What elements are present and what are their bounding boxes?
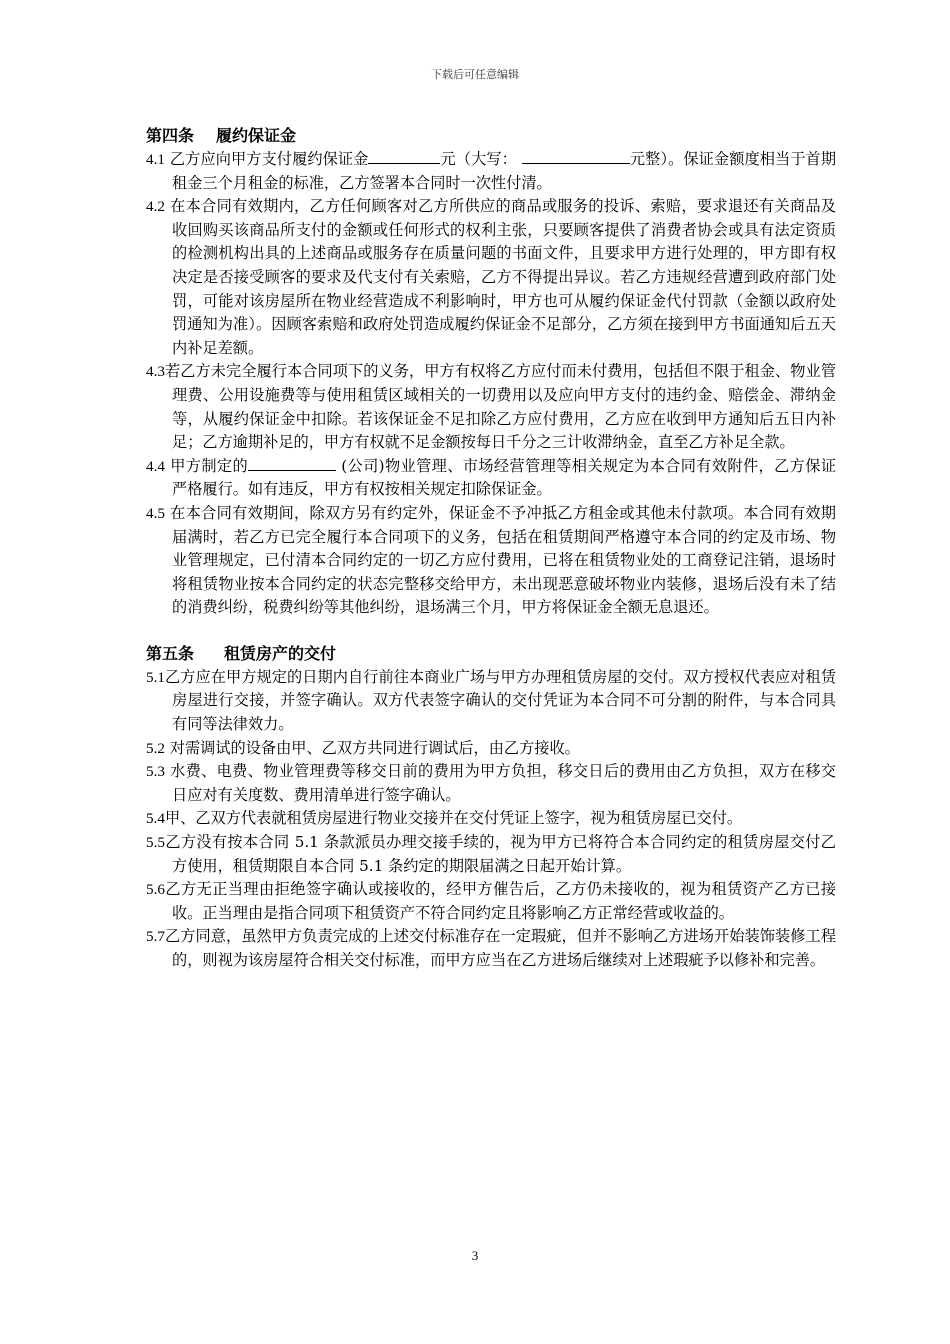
- clause-text: 在本合同有效期内，乙方任何顾客对乙方所供应的商品或服务的投诉、索赔，要求退还有关商品及收回购买该商品所支付的金额或任何形式的权利主张，只要顾客提供了消费者协会或具有法定资质的检测机构出具的上述商品或服务存在质量问题的书面文件，且要求甲方进行处理的，甲方即有权决定是否接受顾客的要求及代支付有关索赔，乙方不得提出异议。若乙方违规经营遭到政府部门处罚，可能对该房屋所在物业经营造成不利影响时，甲方也可从履约保证金代付罚款（金额以政府处罚通知为准）。因顾客索赔和政府处罚造成履约保证金不足部分，乙方须在接到甲方书面通知后五天内补足差额。: [164, 197, 836, 357]
- article-4-number: 第四条: [146, 126, 195, 145]
- clause-number: 5.7: [146, 928, 165, 946]
- clause-text: 若乙方未完全履行本合同项下的义务，甲方有权将乙方应付而未付费用，包括但不限于租金、物业管理费、公用设施费等与使用租赁区域相关的一切费用以及应向甲方支付的违约金、赔偿金、滞纳金等，从履约保证金中扣除。若该保证金不足扣除乙方应付费用，乙方应在收到甲方通知后五日内补足；乙方逾期补足的，甲方有权就不足金额按每日千分之三计收滞纳金，直至乙方补足全款。: [164, 362, 836, 452]
- clause-text: 元整）。保证金额度相当于首期租金三个月租金的标准，乙方签署本合同时一次性付清。: [172, 150, 837, 192]
- article-4-heading: [146, 124, 836, 148]
- clause-5-6: [146, 878, 836, 925]
- clause-5-4: [146, 807, 836, 831]
- clause-4-5: [146, 502, 836, 620]
- clause-5-1: [146, 666, 836, 737]
- clause-text: 元（大写：: [440, 150, 517, 168]
- clause-text: 乙方应在甲方规定的日期内自行前往本商业广场与甲方办理租赁房屋的交付。双方授权代表应对租赁房屋进行交接，并签字确认。双方代表签字确认的交付凭证为本合同不可分割的附件，与本合同具有同等法律效力。: [164, 667, 836, 734]
- clause-4-4: [146, 455, 836, 502]
- deposit-amount-words-blank: [522, 148, 630, 164]
- clause-number: 4.1: [146, 151, 165, 168]
- clause-text: (公司)物业管理、市场经营管理等相关规定为本合同有效附件，乙方保证严格履行。如有违反，甲方有权按相关规定扣除保证金。: [172, 456, 837, 499]
- clause-number: 5.3: [146, 763, 165, 781]
- clause-text: 甲、乙双方代表就租赁房屋进行物业交接并在交付凭证上签字，视为租赁房屋已交付。: [164, 809, 743, 828]
- clause-text: 在本合同有效期间，除双方另有约定外，保证金不予冲抵乙方租金或其他未付款项。本合同有效期届满时，若乙方已完全履行本合同项下的义务，包括在租赁期间严格遵守本合同的约定及市场、物业管理规定，已付清本合同约定的一切乙方应付费用，已将在租赁物业处的工商登记注销，退场时将租赁物业按本合同约定的状态完整移交给甲方，未出现恶意破坏物业内装修，退场后没有未了结的消费纠纷，税费纠纷等其他纠纷，退场满三个月，甲方将保证金全额无息退还。: [164, 503, 836, 617]
- article-5-number: 第五条: [146, 643, 195, 663]
- clause-text: 乙方应向甲方支付履约保证金: [164, 150, 369, 168]
- clause-4-3: [146, 360, 836, 454]
- clause-text: 甲方制定的: [164, 456, 249, 475]
- clause-number: 5.2: [146, 739, 165, 757]
- clause-number: 4.3: [146, 363, 165, 381]
- company-name-blank: [248, 455, 336, 471]
- clause-text: 乙方没有按本合同 5.1 条款派员办理交接手续的，视为甲方已将符合本合同约定的租赁房屋交付乙方使用，租赁期限自本合同 5.1 条约定的期限届满之日起开始计算。: [164, 833, 836, 875]
- clause-4-2: [146, 195, 836, 360]
- document-body: [146, 124, 836, 973]
- clause-number: 5.5: [146, 834, 165, 852]
- page-number: 3: [471, 1248, 479, 1263]
- page-header-note: 下载后可任意编辑: [431, 68, 519, 81]
- article-5-heading: [146, 642, 836, 666]
- article-4-title: 履约保证金: [216, 126, 297, 145]
- clause-number: 5.6: [146, 881, 165, 899]
- clause-text: 乙方同意，虽然甲方负责完成的上述交付标准存在一定瑕疵，但并不影响乙方进场开始装饰装修工程的，则视为该房屋符合相关交付标准，而甲方应当在乙方进场后继续对上述瑕疵予以修补和完善。: [164, 927, 836, 969]
- clause-number: 5.4: [146, 810, 165, 828]
- clause-5-2: [146, 737, 836, 761]
- clause-4-1: [146, 148, 836, 195]
- clause-5-7: [146, 925, 836, 972]
- deposit-amount-blank: [368, 148, 440, 164]
- clause-number: 4.4: [146, 457, 165, 475]
- clause-number: 5.1: [146, 668, 165, 686]
- clause-5-5: [146, 831, 836, 878]
- clause-number: 4.2: [146, 198, 165, 216]
- article-5-title: 租赁房产的交付: [224, 643, 337, 663]
- clause-number: 4.5: [146, 504, 165, 522]
- clause-text: 对需调试的设备由甲、乙双方共同进行调试后，由乙方接收。: [164, 738, 580, 757]
- clause-text: 水费、电费、物业管理费等移交日前的费用为甲方负担，移交日后的费用由乙方负担，双方在移交日应对有关度数、费用清单进行签字确认。: [164, 762, 836, 804]
- clause-text: 乙方无正当理由拒绝签字确认或接收的，经甲方催告后，乙方仍未接收的，视为租赁资产乙方已接收。正当理由是指合同项下租赁资产不符合同约定且将影响乙方正常经营或收益的。: [164, 880, 836, 922]
- clause-5-3: [146, 760, 836, 807]
